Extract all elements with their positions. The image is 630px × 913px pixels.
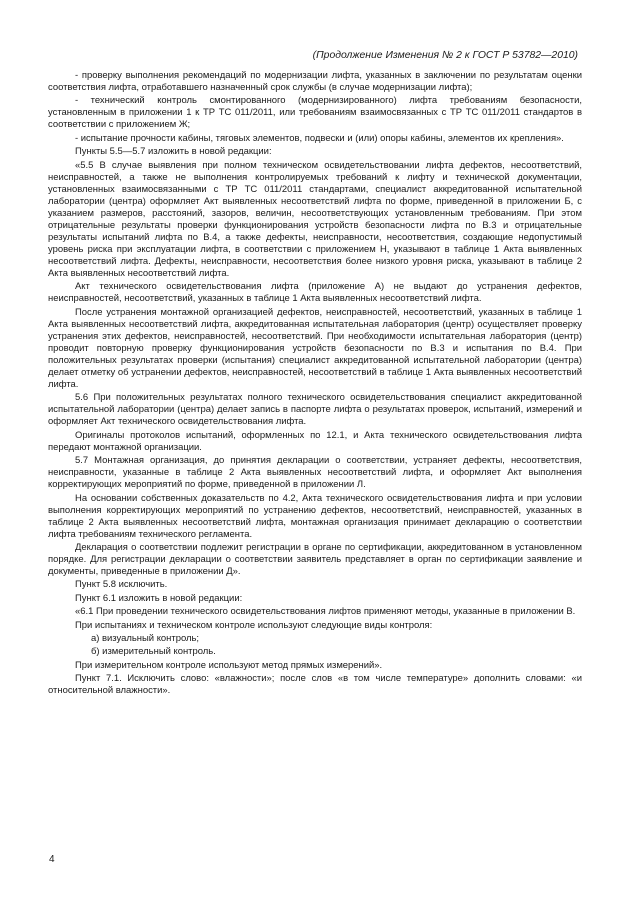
paragraph: Пункт 6.1 изложить в новой редакции: — [75, 592, 243, 604]
paragraph: Оригиналы протоколов испытаний, оформленных по 12.1, и Акта технического освидетельствования лифта передают монтажной организации. — [48, 429, 582, 453]
paragraph: Пункт 7.1. Исключить слово: «влажности»; после слов «в том числе температуре» дополнить словами: «и относительной влажности». — [48, 672, 582, 696]
paragraph: «5.5 В случае выявления при полном техническом освидетельствовании лифта дефектов, несоответствий, неисправностей, а также не выполнения контролируемых требований к лифту и технической документации, установленных взаимосвязанными с ТР ТС 011/2011 стандартами, специалист аккредитованной испытательной лаборатории (центра) оформляет Акт выявленных несоответствий лифта по форме, приведенной в приложении Б, с указанием размеров, расстояний, зазоров, величин, несоответствующих установленным требованиям. При этом отрицательные результаты проверки функционирования устройств безопасности лифта по В.3 и отрицательные результаты испытаний лифта по В.4, а также дефекты, неисправности, несоответствия, создающие недопустимый уровень риска при эксплуатации лифта, в соответствии с приложением Н, указывают в таблице 1 Акта выявленных несоответствий лифта. Дефекты, неисправности, несоответствия более низкого уровня риска, указывают в таблице 2 Акта выявленных несоответствий лифта. — [48, 159, 582, 279]
paragraph: При измерительном контроле используют метод прямых измерений». — [75, 659, 383, 671]
paragraph: При испытаниях и техническом контроле используют следующие виды контроля: — [75, 619, 433, 631]
continuation-header: (Продолжение Изменения № 2 к ГОСТ Р 53782—2010) — [312, 50, 578, 61]
paragraph: На основании собственных доказательств по 4.2, Акта технического освидетельствования лифта и при условии выполнения корректирующих мероприятий по устранению дефектов, несоответствий, неисправностей, указанных в таблице 2 Акта выявленных несоответствий лифта, монтажная организация принимает декларацию о соответствии лифта требованиям технического регламента. — [48, 492, 582, 540]
list-item: а) визуальный контроль; — [91, 632, 200, 644]
paragraph: - испытание прочности кабины, тяговых элементов, подвески и (или) опоры кабины, элементов их крепления». — [75, 132, 564, 144]
paragraph: Пункт 5.8 исключить. — [75, 579, 168, 591]
paragraph: 5.6 При положительных результатах полного технического освидетельствования специалист аккредитованной испытательной лаборатории (центра) делает запись в паспорте лифта о результатах проверок, испытаний, измерений и оформляет Акт технического освидетельствования лифта. — [48, 392, 582, 428]
document-body — [48, 70, 582, 698]
paragraph: Декларация о соответствии подлежит регистрации в органе по сертификации, аккредитованном в установленном порядке. Для регистрации декларации о соответствии заявитель представляет в орган по сертификации заявление и документы, приведенные в приложении Д». — [48, 542, 582, 578]
paragraph: «6.1 При проведении технического освидетельствования лифтов применяют методы, указанные в приложении В. — [75, 606, 576, 618]
list-item: б) измерительный контроль. — [91, 646, 216, 658]
paragraph: - проверку выполнения рекомендаций по модернизации лифта, указанных в заключении по результатам оценки соответствия лифта, отработавшего назначенный срок службы (в случае модернизации лифта); — [48, 70, 582, 94]
paragraph: После устранения монтажной организацией дефектов, неисправностей, несоответствий, указанных в таблице 1 Акта выявленных несоответствий лифта, аккредитованная испытательная лаборатория (центр) осуществляет проверку устранения этих дефектов, неисправностей, несоответствий. При необходимости испытательная лаборатория (центр) проводит повторную проверку функционирования устройств безопасности по В.3 и испытания по В.4. При положительных результатах проверки (испытания) специалист аккредитованной испытательной лаборатории (центра) делает отметку об устранении дефектов, неисправностей, несоответствий в таблице 1 Акта выявленных несоответствий лифта. — [48, 306, 582, 390]
paragraph: Пункты 5.5—5.7 изложить в новой редакции: — [75, 146, 272, 158]
paragraph: Акт технического освидетельствования лифта (приложение А) не выдают до устранения дефектов, неисправностей, несоответствий, указанных в таблице 1 Акта выявленных несоответствий лифта. — [48, 281, 582, 305]
paragraph: - технический контроль смонтированного (модернизированного) лифта требованиям безопасности, установленным в приложении 1 к ТР ТС 011/2011, или требованиям взаимосвязанных с ТР ТС 011/2011 стандартов в соответствии с приложением Ж; — [48, 95, 582, 131]
page-number: 4 — [49, 854, 55, 865]
paragraph: 5.7 Монтажная организация, до принятия декларации о соответствии, устраняет дефекты, несоответствия, неисправности, указанные в таблице 2 Акта выявленных несоответствий лифта, и оформляет Акт выполнения корректирующих мероприятий по форме, приведенной в приложении Л. — [48, 455, 582, 491]
